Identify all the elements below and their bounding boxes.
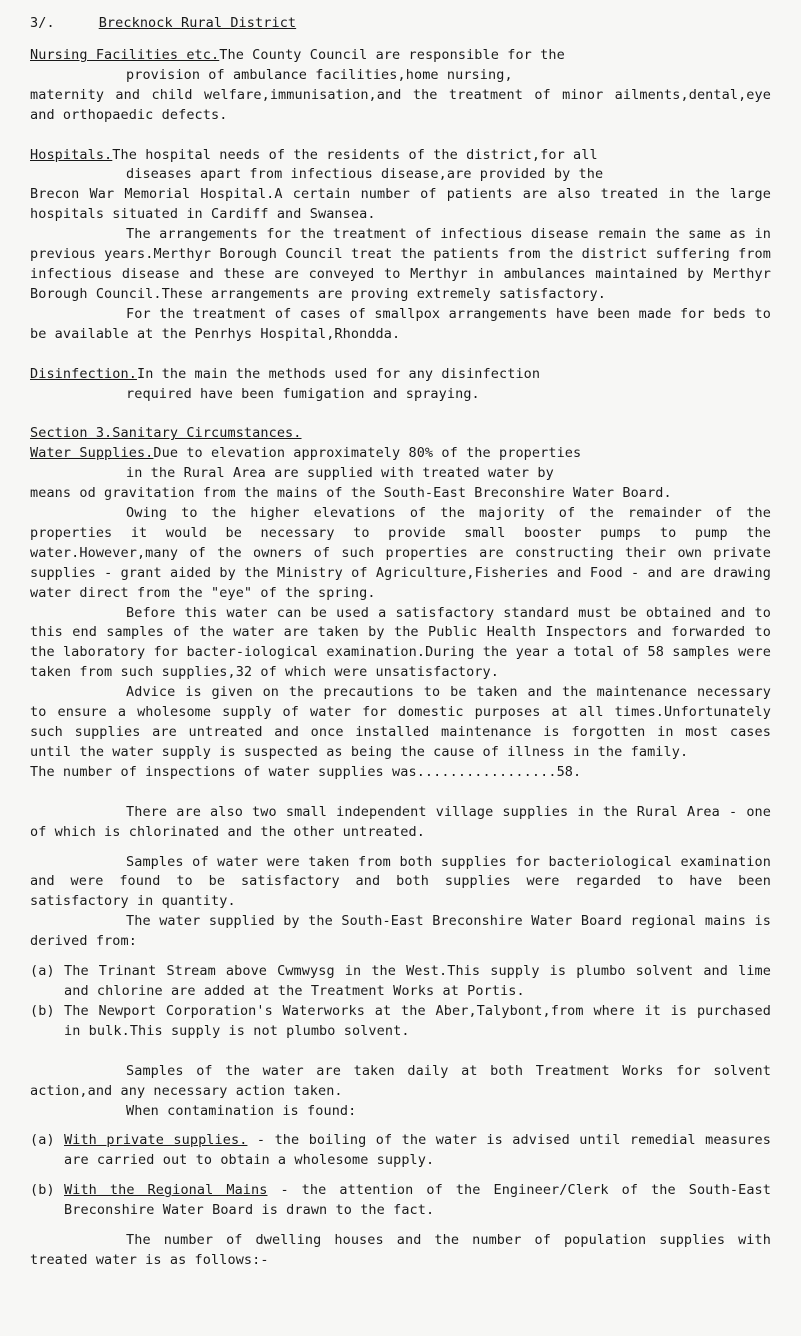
hospitals-heading: Hospitals. — [30, 146, 113, 163]
disinfection-paragraph: Disinfection.In the main the methods used for any disinfection — [30, 365, 541, 382]
hospitals-hang-line: diseases apart from infectious disease,are provided by the — [126, 166, 604, 183]
disinfection-hang-line: required have been fumigation and spraying. — [126, 385, 480, 402]
contamination-item-a — [30, 1131, 771, 1171]
list-item-text: The Trinant Stream above Cwmwysg in the West.This supply is plumbo solvent and lime and chlorine are added at the Treatment Works at Portis. — [64, 963, 771, 999]
water-supplies-paragraph: Water Supplies.Due to elevation approximately 80% of the properties — [30, 445, 582, 462]
advice-paragraph: Advice is given on the precautions to be taken and the maintenance necessary to ensure a wholesome supply of water for domestic purposes at all times.Unfortunately such supplies are untreated and once installed maintenance is forgotten in most cases until the water supply is suspected as being the cause of illness in the family. — [30, 684, 771, 760]
contamination-item-b — [30, 1181, 771, 1221]
list-marker: (a) — [30, 963, 55, 980]
section-3-heading: Section 3.Sanitary Circumstances. — [30, 425, 302, 442]
closing-paragraph: The number of dwelling houses and the number of population supplies with treated water is as follows:- — [30, 1232, 771, 1268]
list-item-label: With the Regional Mains — [64, 1182, 268, 1199]
list-item-text: The Newport Corporation's Waterworks at the Aber,Talybont,from where it is purchased in bulk.This supply is not plumbo solvent. — [64, 1002, 771, 1039]
page-number: 3/. — [30, 15, 55, 31]
nursing-rest: maternity and child welfare,immunisation,and the treatment of minor ailments,dental,eye and orthopaedic defects. — [30, 86, 771, 123]
nursing-paragraph: Nursing Facilities etc.The County Council are responsible for the — [30, 46, 565, 63]
list-item-label: With private supplies. — [64, 1132, 248, 1149]
source-item-a — [30, 962, 771, 1002]
list-marker: (a) — [30, 1132, 55, 1149]
list-marker: (b) — [30, 1002, 55, 1019]
disinfection-heading: Disinfection. — [30, 365, 137, 382]
regional-mains-paragraph: The water supplied by the South-East Breconshire Water Board regional mains is derived from: — [30, 913, 771, 950]
bacteriological-paragraph: Samples of water were taken from both supplies for bacteriological examination and were found to be satisfactory and both supplies were regarded to have been satisfactory in quantity. — [30, 853, 771, 910]
samples-taken-paragraph: Before this water can be used a satisfactory standard must be obtained and to this end samples of the water are taken by the Public Health Inspectors and forwarded to the laboratory for bacter-iological examination.During the year a total of 58 samples were taken from such supplies,32 of which were unsatisfactory. — [30, 604, 771, 681]
booster-pumps-paragraph: Owing to the higher elevations of the majority of the remainder of the properties it would be necessary to provide small booster pumps to pump the water.However,many of the owners of such properties are constructing their own private supplies - grant aided by the Ministry of Agriculture,Fisheries and Food - and are drawing water direct from the "eye" of the spring. — [30, 505, 771, 601]
nursing-heading: Nursing Facilities etc. — [30, 46, 220, 63]
list-marker: (b) — [30, 1182, 55, 1199]
running-title: Brecknock Rural District — [98, 15, 297, 31]
village-supplies-paragraph: There are also two small independent village supplies in the Rural Area - one of which is chlorinated and the other untreated. — [30, 803, 771, 840]
water-supplies-hang-line: in the Rural Area are supplied with treated water by — [126, 465, 554, 482]
inspections-count: The number of inspections of water supplies was.................58. — [30, 763, 582, 780]
list-item-text: - the boiling of the water is advised until remedial measures are carried out to obtain a wholesome supply. — [64, 1132, 771, 1169]
hospitals-paragraph: Hospitals.The hospital needs of the residents of the district,for all — [30, 146, 598, 163]
infectious-disease-paragraph: The arrangements for the treatment of infectious disease remain the same as in previous years.Merthyr Borough Council treat the patients from the district suffering from infectious disease and these are conveyed to Merthyr in ambulances maintained by Merthyr Borough Council.These arrangements are proving extremely satisfactory. — [30, 226, 771, 302]
hospitals-rest: Brecon War Memorial Hospital.A certain number of patients are also treated in the large hospitals situated in Cardiff and Swansea. — [30, 186, 771, 223]
daily-samples-paragraph: Samples of the water are taken daily at both Treatment Works for solvent action,and any necessary action taken. — [30, 1062, 771, 1099]
nursing-hang-line: provision of ambulance facilities,home nursing, — [126, 66, 513, 83]
source-item-b — [30, 1002, 771, 1042]
contamination-lead: When contamination is found: — [126, 1102, 357, 1119]
smallpox-paragraph: For the treatment of cases of smallpox arrangements have been made for beds to be available at the Penrhys Hospital,Rhondda. — [30, 305, 771, 342]
water-supplies-heading: Water Supplies. — [30, 445, 154, 462]
water-supplies-rest: means od gravitation from the mains of the South-East Breconshire Water Board. — [30, 485, 672, 502]
list-item-text: - the attention of the Engineer/Clerk of the South-East Breconshire Water Board is drawn to the fact. — [64, 1182, 771, 1219]
page-header — [30, 14, 771, 34]
